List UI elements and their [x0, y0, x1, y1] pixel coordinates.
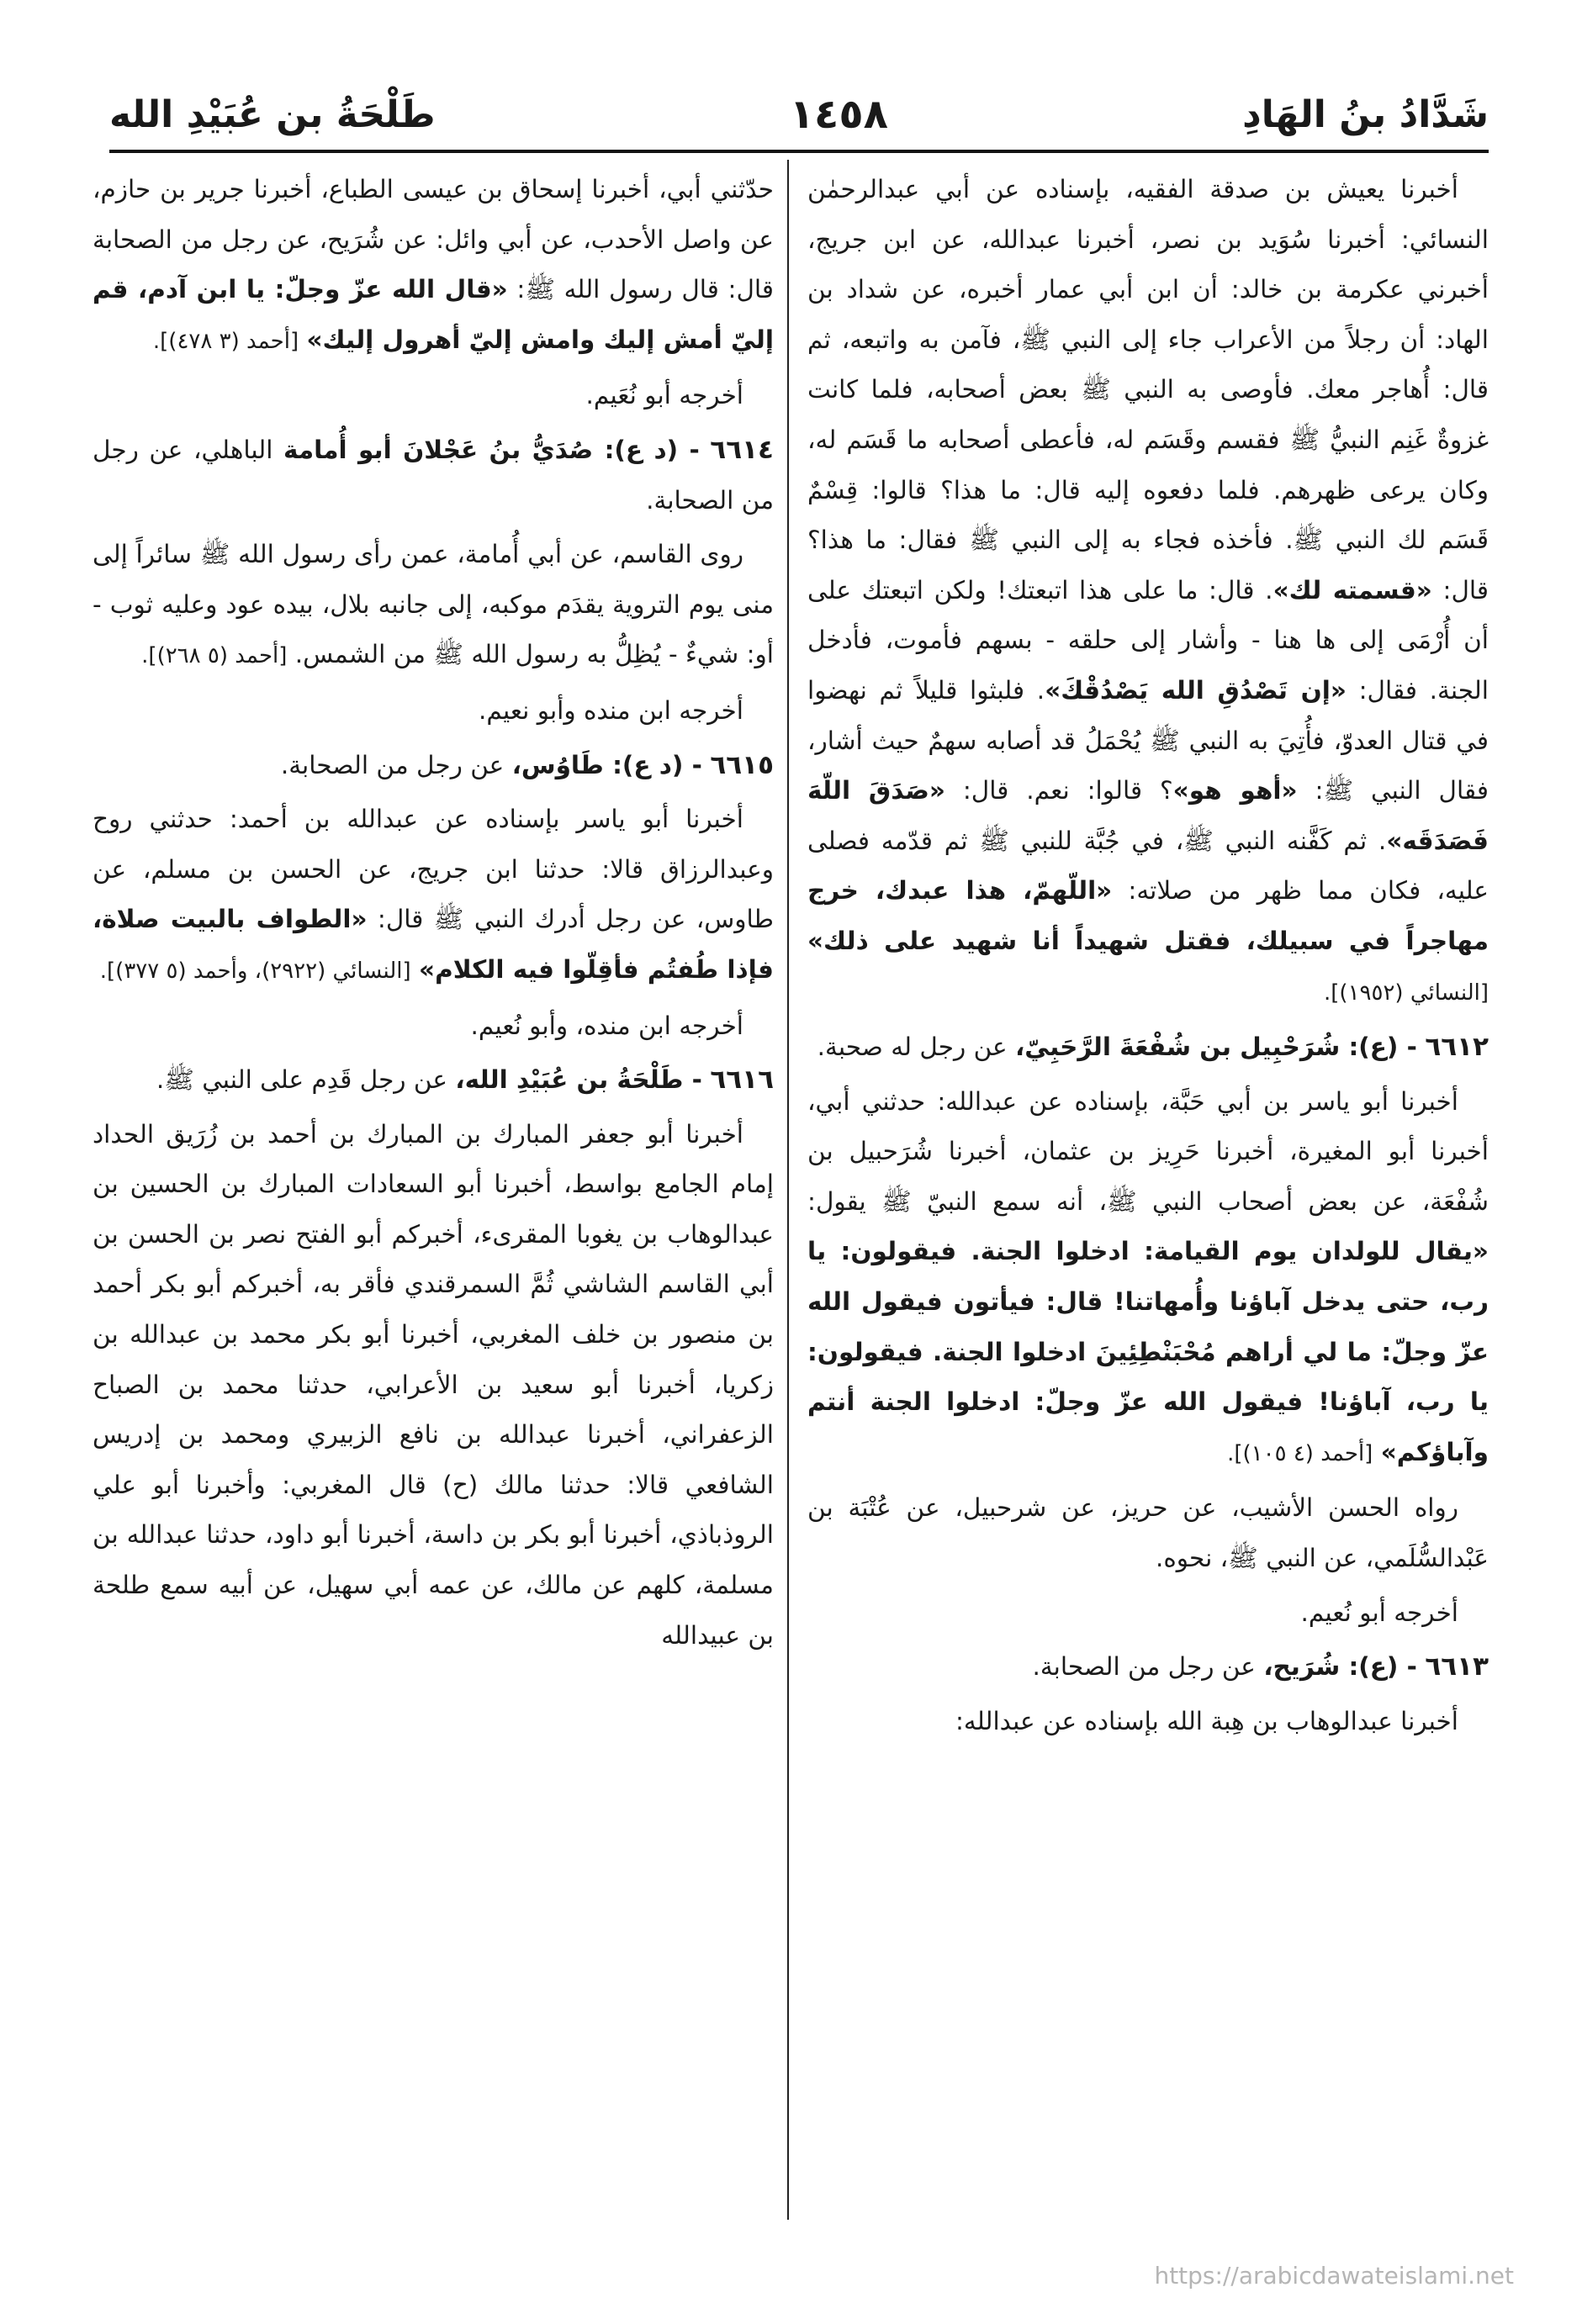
- entry-heading: [93, 425, 774, 526]
- source-reference: [أحمد (٥ ٢٦٨)].: [141, 643, 288, 669]
- entry-name: - (ع): شُرَحْبِيل بن شُفْعَةَ الرَّحَبِيّ،: [1015, 1033, 1417, 1062]
- entry-number: ٦٦١٦: [710, 1064, 774, 1096]
- entry-name: - (د ع): صُدَيُّ بنُ عَجْلانَ أبو أُمامة: [283, 435, 700, 464]
- paragraph: [93, 530, 774, 682]
- entry-name: - طَلْحَةُ بن عُبَيْدِ الله،: [455, 1065, 702, 1095]
- entry-number: ٦٦١٥: [710, 749, 774, 780]
- text: أخبرنا عبدالوهاب بن هِبة الله بإسناده عن عبدالله:: [955, 1706, 1458, 1735]
- text: أخرجه أبو نُعيم.: [1300, 1598, 1458, 1627]
- entry-number: ٦٦١٤: [710, 434, 774, 465]
- hadith-quote: «قال الله عزّ وجلّ: يا ابن آدم، قم إليّ أمش إليك وامش إليّ أهرول إليك»: [93, 275, 774, 354]
- paragraph: [807, 165, 1489, 1018]
- text: أخرجه ابن منده، وأبو نُعيم.: [470, 1011, 743, 1040]
- text: ؟ قالوا: نعم. قال:: [962, 776, 1173, 805]
- header-left-title: طَلْحَةُ بن عُبَيْدِ الله: [109, 92, 436, 136]
- text: عن رجل من الصحابة.: [1032, 1652, 1256, 1682]
- text: أخبرنا أبو جعفر المبارك بن المبارك بن أحمد بن زُرَيق الحداد إمام الجامع بواسط، أخبرنا أبو السعادات المبارك بن الحسين بن عبدالوهاب بن يغوبا المقرىء، أخبركم أبو الفتح نصر بن الحسن بن أبي القاسم الشاشي ثُمَّ السمرقندي فأقر به، أخبركم أبو بكر أحمد بن منصور بن خلف المغربي، أخبرنا أبو بكر محمد بن عبدالله بن زكريا، أخبرنا أبو سعيد بن الأعرابي، حدثنا محمد بن الصباح الزعفراني، أخبرنا عبدالله بن نافع الزبيري ومحمد بن إدريس الشافعي قالا: حدثنا مالك (ح) قال المغربي: وأخبرنا أبو علي الروذباذي، أخبرنا أبو بكر بن داسة، أخبرنا أبو داود، حدثنا عبدالله بن مسلمة، كلهم عن مالك، عن عمه أبي سهيل، عن أبيه سمع طلحة بن عبيدالله: [93, 1119, 774, 1650]
- header-right-title: شَدَّادُ بنُ الهَادِ: [1242, 92, 1489, 136]
- entry-name: - (ع): شُرَيح،: [1263, 1652, 1417, 1682]
- entry-heading: [807, 1022, 1489, 1073]
- hadith-quote: «صَدَقَ اللّهَ فَصَدَقَه»: [807, 776, 1489, 855]
- hadith-quote: «الطواف بالبيت صلاة، فإذا طُفتُم فأقِلّوا فيه الكلام»: [93, 905, 774, 984]
- hadith-quote: «قسمته لك»: [1272, 575, 1432, 605]
- header-rule: [109, 150, 1489, 153]
- text: . فلبثوا قليلاً ثم نهضوا في قتال العدوّ، فأُتِيَ به النبي ﷺ يُحْمَلُ قد أصابه سهمٌ حيث أشار، فقال النبي ﷺ:: [807, 675, 1489, 805]
- source-reference: [النسائي (١٩٥٢)].: [1324, 980, 1489, 1006]
- text: أخرجه ابن منده وأبو نعيم.: [478, 695, 743, 725]
- paragraph: [807, 1077, 1489, 1480]
- text: عن رجل له صحبة.: [817, 1033, 1008, 1062]
- text: الباهلي، عن رجل من الصحابة.: [93, 435, 774, 515]
- text: أخبرنا أبو ياسر بن أبي حَبَّة، بإسناده عن عبدالله: حدثني أبي، أخبرنا أبو المغيرة، أخبرنا حَرِيز بن عثمان، أخبرنا شُرَحبيل بن شُفْعَة، عن بعض أصحاب النبي ﷺ، أنه سمع النبيّ ﷺ يقول:: [807, 1086, 1489, 1216]
- hadith-quote: «أهو هو»: [1172, 776, 1298, 805]
- entry-name: - (د ع): طَاوُس،: [511, 750, 702, 779]
- paragraph: [93, 1110, 774, 1661]
- text: أخبرنا أبو ياسر بإسناده عن عبدالله بن أحمد: حدثني روح وعبدالرزاق قالا: حدثنا ابن جريج، عن الحسن بن مسلم، عن طاوس، عن رجل أدرك النبي ﷺ قال:: [93, 805, 774, 934]
- watermark-url: https://arabicdawateislami.net: [1154, 2262, 1514, 2290]
- paragraph: [93, 371, 774, 421]
- hadith-quote: «اللّهمّ، هذا عبدك، خرج مهاجراً في سبيلك، فقتل شهيداً أنا شهيد على ذلك»: [807, 876, 1489, 955]
- entry-number: ٦٦١٣: [1425, 1651, 1489, 1682]
- paragraph: [807, 1588, 1489, 1639]
- text: . ثم كَفَّنه النبي ﷺ، في جُبَّة للنبي ﷺ ثم قدّمه فصلى عليه، فكان مما ظهر من صلاته:: [807, 826, 1489, 906]
- paragraph: [807, 1697, 1489, 1747]
- entry-heading: [807, 1642, 1489, 1693]
- paragraph: [93, 686, 774, 737]
- column-divider: [787, 160, 789, 2220]
- paragraph: [93, 795, 774, 996]
- text: عن رجل من الصحابة.: [280, 750, 505, 779]
- text: أخرجه أبو نُعَيم.: [585, 381, 743, 410]
- source-reference: [أحمد (٤ ١٠٥)].: [1227, 1440, 1373, 1466]
- source-reference: [النسائي (٢٩٢٢)، وأحمد (٥ ٣٧٧)].: [99, 958, 411, 984]
- entry-number: ٦٦١٢: [1425, 1032, 1489, 1063]
- paragraph: [93, 1001, 774, 1052]
- right-column: [807, 165, 1489, 2216]
- page-number: ١٤٥٨: [789, 91, 888, 138]
- text: أخبرنا يعيش بن صدقة الفقيه، بإسناده عن أبي عبدالرحمٰن النسائي: أخبرنا سُوَيد بن نصر، أخبرنا عبدالله، عن ابن جريج، أخبرني عكرمة بن خالد: أن ابن أبي عمار أخبره، عن شداد بن الهاد: أن رجلاً من الأعراب جاء إلى النبي ﷺ، فآمن به واتبعه، ثم قال: أُهاجر معك. فأوصى به النبي ﷺ بعض أصحابه، فلما كانت غزوةٌ غَنِم النبيُّ ﷺ فقسم وقَسَم له، فأعطى أصحابه ما قَسَم له، وكان يرعى ظهرهم. فلما دفعوه إليه قال: ما هذا؟ قالوا: قِسْمٌ قَسَم لك النبي ﷺ. فأخذه فجاء به إلى النبي ﷺ فقال: ما هذا؟ قال:: [807, 175, 1489, 605]
- entry-heading: [93, 741, 774, 791]
- text: عن رجل قَدِم على النبي ﷺ.: [156, 1065, 447, 1095]
- paragraph: [807, 1483, 1489, 1583]
- text: روى القاسم، عن أبي أُمامة، عمن رأى رسول الله ﷺ سائراً إلى منى يوم التروية يقدَم موكبه، إلى جانبه بلال، بيده عود وعليه ثوب - أو: شيءٌ - يُظِلُّ به رسول الله ﷺ من الشمس.: [93, 540, 774, 669]
- left-column: [93, 165, 774, 2216]
- source-reference: [أحمد (٣ ٤٧٨)].: [152, 328, 299, 354]
- text: حدّثني أبي، أخبرنا إسحاق بن عيسى الطباع، أخبرنا جرير بن حازم، عن واصل الأحدب، عن أبي وائل: عن شُرَيح، عن رجل من الصحابة قال: قال رسول الله ﷺ:: [93, 175, 774, 304]
- hadith-quote: «يقال للولدان يوم القيامة: ادخلوا الجنة. فيقولون: يا رب، حتى يدخل آباؤنا وأُمهاتنا! قال: فيأتون فيقول الله عزّ وجلّ: ما لي أراهم مُحْبَنْطِئِينَ ادخلوا الجنة. فيقولون: يا رب، آباؤنا! فيقول الله عزّ وجلّ: ادخلوا الجنة أنتم وآباؤكم»: [807, 1237, 1489, 1466]
- page-header: [109, 81, 1489, 148]
- hadith-quote: «إن تَصْدُقِ الله يَصْدُقْكَ»: [1045, 675, 1347, 705]
- text: . قال: ما على هذا اتبعتك! ولكن اتبعتك على أن أُرْمَى إلى ها هنا - وأشار إلى حلقه - بسهم فأموت، فأدخل الجنة. فقال:: [807, 575, 1489, 705]
- text: رواه الحسن الأشيب، عن حريز، عن شرحبيل، عن عُتْبَة بن عَبْدالسُّلَمي، عن النبي ﷺ، نحوه.: [807, 1493, 1489, 1573]
- entry-heading: [93, 1055, 774, 1106]
- paragraph: [93, 165, 774, 367]
